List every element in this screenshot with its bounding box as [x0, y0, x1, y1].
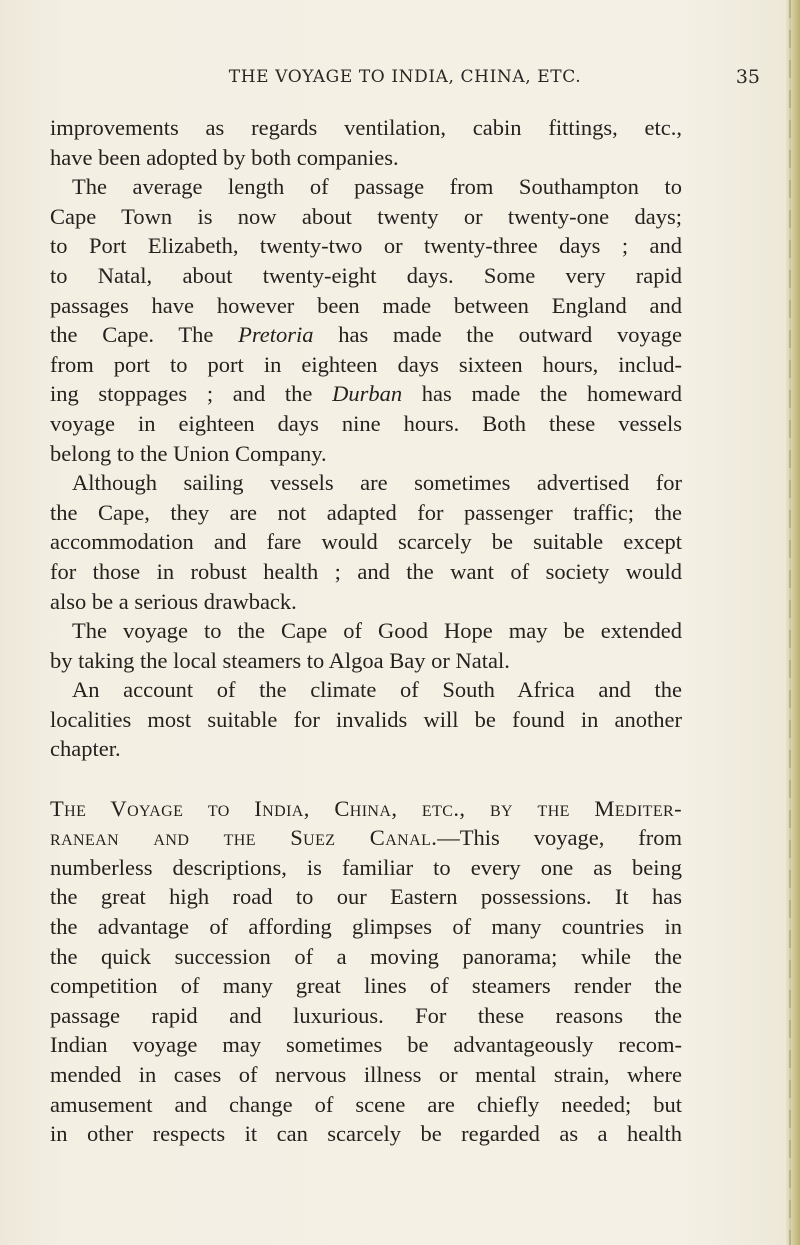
- text-line: An account of the climate of South Africa and the: [72, 677, 682, 703]
- running-header: [50, 64, 760, 90]
- section-heading-continued: ranean and the Suez Canal.: [50, 825, 438, 851]
- ship-name-pretoria: Pretoria: [238, 322, 314, 348]
- running-title: THE VOYAGE TO INDIA, CHINA, ETC.: [228, 67, 582, 87]
- text-line: localities most suitable for invalids will be found in another: [50, 706, 682, 732]
- text-fragment: ing stoppages ; and the: [50, 381, 333, 407]
- ship-name-durban: Durban: [332, 381, 403, 407]
- text-line: Cape Town is now about twenty or twenty-one days;: [50, 203, 682, 229]
- body-text: [50, 113, 682, 1149]
- text-line: from port to port in eighteen days sixteen hours, includ-: [50, 351, 682, 377]
- text-line: the quick succession of a moving panorama; while the: [50, 943, 682, 969]
- text-line: to Port Elizabeth, twenty-two or twenty-three days ; and: [50, 233, 682, 259]
- text-line: the great high road to our Eastern possessions. It has: [50, 884, 682, 910]
- text-line: chapter.: [50, 736, 121, 762]
- text-line: in other respects it can scarcely be regarded as a health: [50, 1121, 682, 1147]
- text-line: [50, 379, 682, 409]
- text-fragment: has made the outward voyage: [313, 322, 682, 348]
- text-line: Although sailing vessels are sometimes advertised for: [72, 470, 682, 496]
- text-line: passage rapid and luxurious. For these reasons the: [50, 1002, 682, 1028]
- text-line: competition of many great lines of steamers render the: [50, 973, 682, 999]
- text-line: belong to the Union Company.: [50, 440, 327, 466]
- text-line: also be a serious drawback.: [50, 588, 297, 614]
- text-line: The voyage to the Cape of Good Hope may be extended: [72, 618, 682, 644]
- text-line: to Natal, about twenty-eight days. Some very rapid: [50, 262, 682, 288]
- page-edge: [786, 0, 800, 1245]
- text-line: numberless descriptions, is familiar to every one as being: [50, 854, 682, 880]
- text-line: amusement and change of scene are chiefly needed; but: [50, 1091, 682, 1117]
- text-fragment: has made the homeward: [402, 381, 683, 407]
- section-heading: The Voyage to India, China, etc., by the Mediter-: [50, 795, 682, 821]
- page-number: 35: [735, 66, 760, 88]
- text-line: mended in cases of nervous illness or mental strain, where: [50, 1062, 682, 1087]
- text-line: for those in robust health ; and the want of society would: [50, 558, 682, 584]
- text-line: passages have however been made between England and: [50, 292, 682, 318]
- text-fragment: —This voyage, from: [437, 825, 682, 851]
- text-line: improvements as regards ventilation, cabin fittings, etc.,: [50, 115, 682, 140]
- text-line: The average length of passage from Southampton to: [72, 174, 682, 200]
- text-line: by taking the local steamers to Algoa Bay or Natal.: [50, 647, 510, 673]
- text-fragment: the Cape. The: [50, 322, 239, 348]
- text-line: Indian voyage may sometimes be advantageously recom-: [50, 1032, 682, 1058]
- text-line: accommodation and fare would scarcely be suitable except: [50, 529, 682, 555]
- section-gap: [50, 764, 682, 794]
- text-line: the advantage of affording glimpses of many countries in: [50, 914, 682, 940]
- text-line: the Cape, they are not adapted for passenger traffic; the: [50, 499, 682, 525]
- text-line: have been adopted by both companies.: [50, 144, 399, 170]
- text-line: [50, 320, 682, 350]
- text-line: voyage in eighteen days nine hours. Both these vessels: [50, 410, 682, 436]
- text-line: [50, 823, 682, 853]
